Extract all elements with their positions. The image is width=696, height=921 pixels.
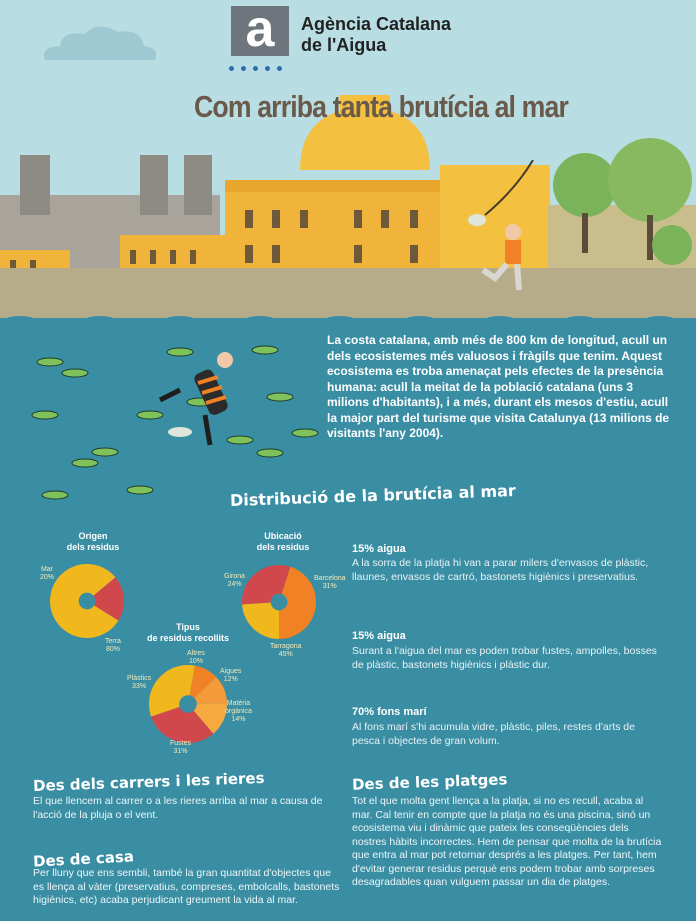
page-title: Com arriba tanta brutícia al mar — [194, 89, 568, 124]
pie-center-hole — [79, 593, 96, 610]
pie-tipus-label-plastics: Plàstics 33% — [127, 675, 152, 690]
pie-ubicacio-label-barcelona: Barcelona 31% — [314, 575, 346, 590]
diver-and-fish-illustration — [20, 335, 320, 505]
fisherman-illustration — [455, 160, 555, 300]
section-text-carrers: El que llencem al carrer o a les rieres arriba al mar a causa de l'acció de la pluja o el vent. — [33, 795, 323, 821]
organization-name-line2: de l'Aigua — [301, 35, 387, 55]
pie-chart-ubicacio — [241, 564, 317, 640]
stat-text-1: A la sorra de la platja hi van a parar milers d'envasos de plàstic, llaunes, envasos de cartró, bastonets higiènics i preservatius. — [352, 557, 649, 583]
pie-tipus-title: Tipus de residus recollits — [146, 622, 230, 643]
section-heading-casa: Des de casa — [32, 847, 135, 871]
stat-text-3: Al fons marí s'hi acumula vidre, plàstic, piles, restes d'arts de pesca i objectes de gran volum. — [352, 721, 635, 747]
pie-center-hole — [271, 594, 288, 611]
wave-line — [0, 308, 696, 332]
section-heading-carrers: Des dels carrers i les rieres — [32, 768, 265, 796]
intro-paragraph: La costa catalana, amb més de 800 km de longitud, acull un dels ecosistemes més valuosos i fràgils que tenim. Aquest ecosistema es troba amenaçat pels efectes de la presència humana: acull la meitat de la població catalana (uns 3 milions d'habitants), i a més, durant els mesos d'estiu, acull la major part del turisme que visita Catalunya (13 milions de visitants l'any 2004). — [327, 333, 670, 440]
section-text-platges: Tot el que molta gent llença a la platja, si no es recull, acaba al mar. Cal tenir en compte que la platja no és una piscina, sinó un ecosistema viu i dinàmic que pateix les conseqüències dels nostres hàbits incorrectes. Hem de pensar que molta de la brutícia que entra al mar pot retornar després a les platges. Per tant, hem d'evitar generar residus perquè ens podem trobar amb sorpreses desagradables quan vulguem passar un dia de platges. — [352, 795, 662, 888]
pie-center-hole — [179, 695, 197, 713]
logo-mark: a — [231, 6, 289, 56]
pie-origen-label-mar: Mar 20% — [40, 566, 55, 581]
stat-heading-1: 15% aigua — [352, 543, 406, 555]
pie-chart-tipus — [148, 664, 228, 744]
pie-ubicacio-label-tarragona: Tarragona 45% — [270, 643, 302, 658]
pie-chart-origen — [49, 563, 125, 639]
organization-name — [301, 14, 451, 56]
pie-tipus-label-aigues: Aigues 12% — [220, 668, 242, 683]
section-text-casa: Per lluny que ens sembli, també la gran quantitat d'objectes que es llença al vàter (preservatius, compreses, embolcalls, bastonets higiènics, etc) acaba perjudicant greument la vida al mar. — [33, 867, 340, 906]
pie-origen-label-terra: Terra 80% — [105, 638, 121, 653]
pie-tipus-label-fustes: Fustes 31% — [170, 740, 192, 755]
pie-origen-title: Origen dels residus — [66, 531, 120, 552]
stat-heading-2: 15% aigua — [352, 630, 406, 642]
pie-tipus-label-altres: Altres 10% — [187, 650, 205, 665]
pie-tipus-label-materia: Matèria orgànica 14% — [225, 700, 252, 723]
distribution-title: Distribució de la brutícia al mar — [229, 481, 517, 510]
pie-ubicacio-title: Ubicació dels residus — [256, 531, 310, 552]
pie-ubicacio-label-girona: Girona 24% — [224, 573, 246, 588]
stat-heading-3: 70% fons marí — [352, 706, 427, 718]
section-heading-platges: Des de les platges — [351, 770, 508, 794]
cloud — [40, 22, 160, 62]
organization-name-line1: Agència Catalana — [301, 14, 452, 34]
stat-text-2: Surant a l'aigua del mar es poden trobar fustes, ampolles, bosses de plàstic, bastonets higiènics i plàstic dur. — [352, 645, 657, 671]
logo-dots — [229, 58, 289, 76]
